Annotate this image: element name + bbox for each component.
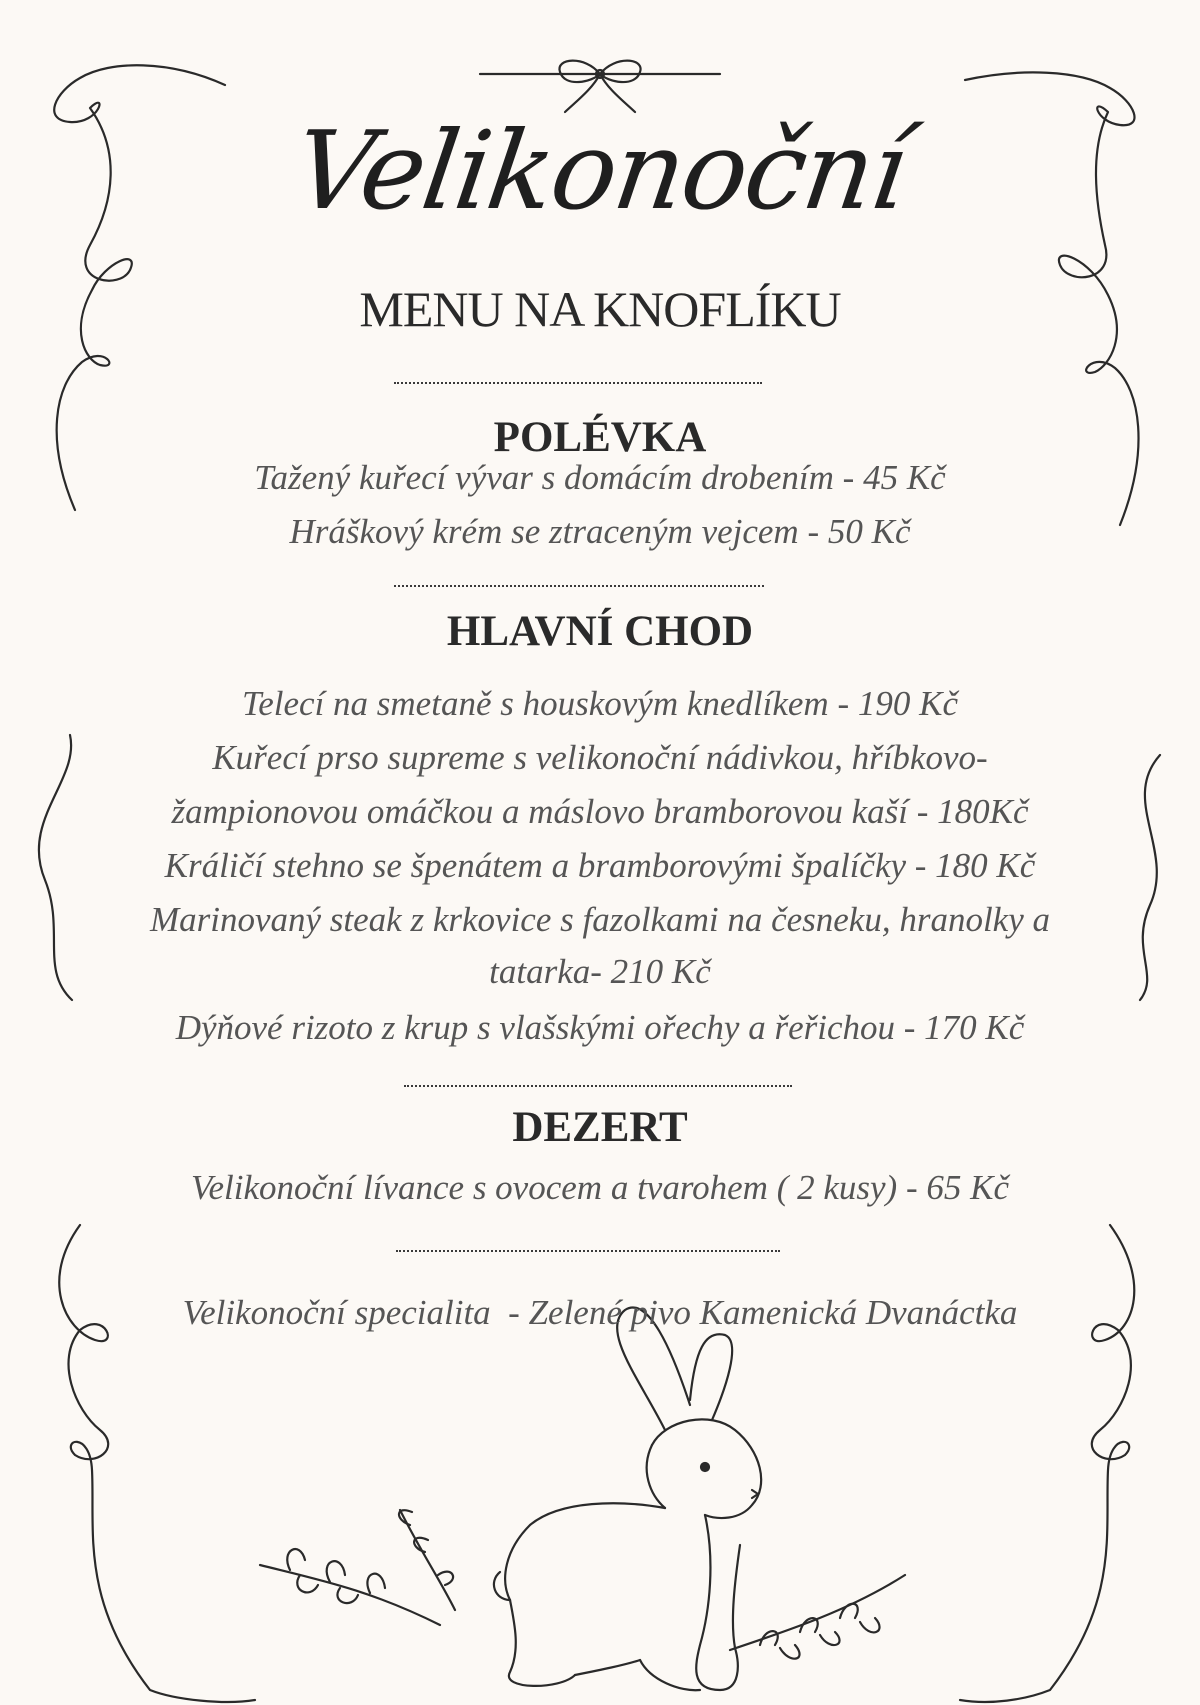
dotted-separator	[394, 585, 764, 587]
rabbit-illustration	[494, 1307, 761, 1690]
easter-special: Velikonoční specialita - Zelené pivo Kamenická Dvanáctka	[182, 1293, 1018, 1332]
leaf-sprig-icon-left	[260, 1510, 455, 1625]
section-heading-main: HLAVNÍ CHOD	[446, 608, 754, 655]
menu-item: Kuřecí prso supreme s velikonoční nádivkou, hříbkovo-	[212, 738, 988, 777]
dotted-separator	[404, 1085, 792, 1087]
menu-item: Tažený kuřecí vývar s domácím drobením - 45 Kč	[254, 458, 946, 497]
menu-item: Velikonoční lívance s ovocem a tvarohem ( 2 kusy) - 65 Kč	[190, 1168, 1009, 1207]
menu-item: žampionovou omáčkou a máslovo bramborovou kaší - 180Kč	[171, 792, 1029, 831]
menu-subtitle: MENU NA KNOFLÍKU	[359, 281, 841, 337]
menu-item: Dýňové rizoto z krup s vlašskými ořechy a řeřichou - 170 Kč	[175, 1008, 1025, 1047]
section-heading-dessert: DEZERT	[512, 1104, 688, 1151]
menu-item: Králičí stehno se špenátem a bramborovými špalíčky - 180 Kč	[164, 846, 1036, 885]
dotted-separator	[394, 382, 762, 384]
menu-title: Velikonoční	[286, 109, 914, 234]
dotted-separator	[396, 1250, 780, 1252]
menu-item: Telecí na smetaně s houskovým knedlíkem - 190 Kč	[241, 684, 958, 723]
menu-item: tatarka- 210 Kč	[489, 952, 711, 991]
menu-item: Hráškový krém se ztraceným vejcem - 50 Kč	[289, 512, 911, 551]
section-heading-soup: POLÉVKA	[493, 414, 707, 461]
bow-icon	[480, 61, 720, 112]
leaf-sprig-icon-right	[730, 1575, 905, 1659]
menu-item: Marinovaný steak z krkovice s fazolkami na česneku, hranolky a	[149, 900, 1051, 939]
